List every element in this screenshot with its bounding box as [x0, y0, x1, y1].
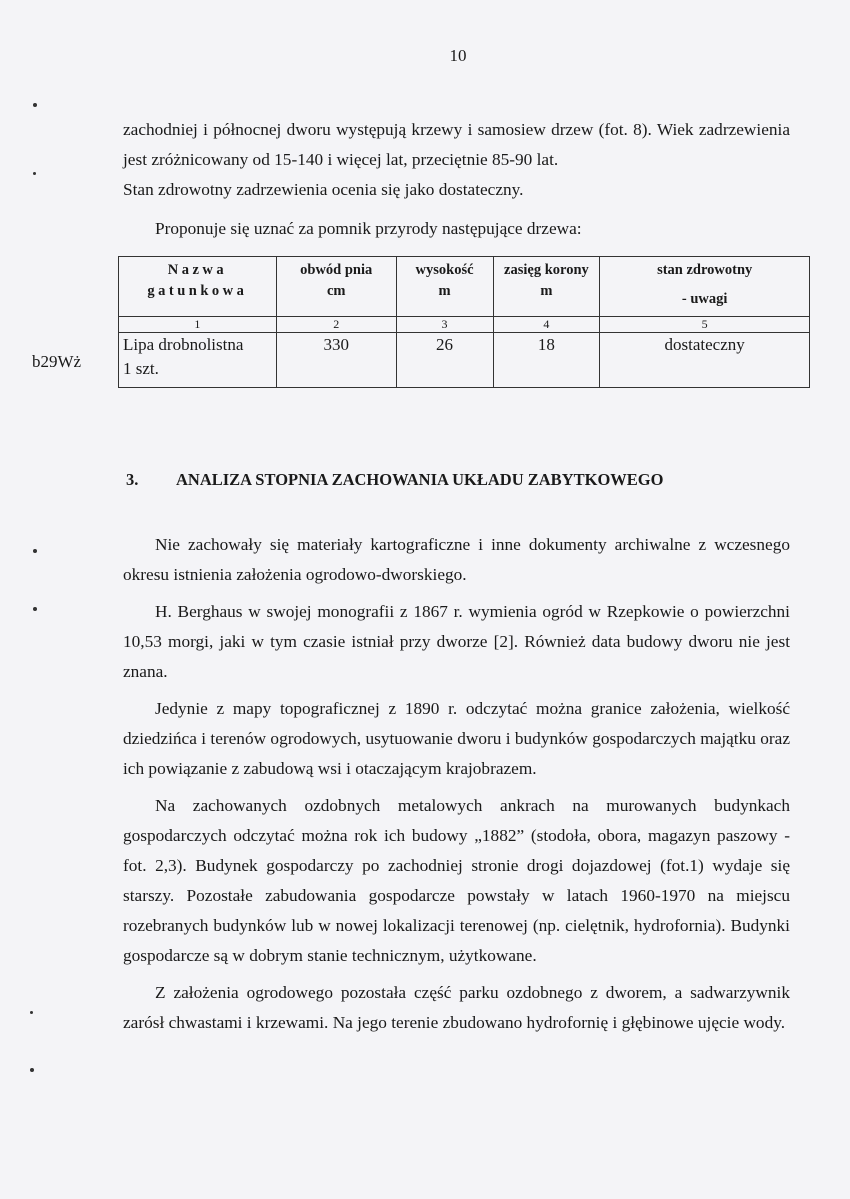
- column-number: 4: [493, 317, 600, 333]
- column-number: 1: [119, 317, 277, 333]
- tree-species: Lipa drobnolistna: [123, 335, 244, 354]
- body-paragraph: H. Berghaus w swojej monografii z 1867 r. wymienia ogród w Rzepkowie o powierzchni 10,53 morgi, jaki w tym czasie istniał przy dworze [2]. Również data budowy dworu nie jest znana.: [123, 602, 790, 681]
- header-health: stan zdrowotny - uwagi: [600, 257, 810, 317]
- monument-proposal: Proponuje się uznać za pomnik przyrody następujące drzewa:: [155, 219, 582, 238]
- tree-health: dostateczny: [600, 333, 810, 388]
- scan-speck: [33, 549, 37, 553]
- body-paragraph: Z założenia ogrodowego pozostała część parku ozdobnego z dworem, a sadwarzywnik zarósł chwastami i krzewami. Na jego terenie zbudowano hydrofornię i głębinowe ujęcie wody.: [123, 983, 790, 1032]
- column-number: 2: [276, 317, 396, 333]
- health-statement: Stan zdrowotny zadrzewienia ocenia się jako dostateczny.: [123, 180, 524, 199]
- section-heading: [126, 470, 663, 490]
- scan-speck: [33, 172, 36, 175]
- column-number: 5: [600, 317, 810, 333]
- tree-height: 26: [396, 333, 493, 388]
- scan-speck: [33, 607, 37, 611]
- column-number-row: [119, 317, 810, 333]
- header-girth: obwód pnia cm: [276, 257, 396, 317]
- tree-girth: 330: [276, 333, 396, 388]
- header-name: Nazwa gatunkowa: [119, 257, 277, 317]
- table-header-row: [119, 257, 810, 317]
- body-paragraph: Jedynie z mapy topograficznej z 1890 r. odczytać można granice założenia, wielkość dziedzińca i terenów ogrodowych, usytuowanie dworu i budynków gospodarczych majątku oraz ich powiązanie z zabudową wsi i otaczającym krajobrazem.: [123, 699, 790, 778]
- monument-trees-table: [118, 256, 810, 388]
- section-body: [123, 530, 790, 1038]
- scan-speck: [30, 1011, 33, 1014]
- tree-crown: 18: [493, 333, 600, 388]
- section-number: 3.: [126, 470, 139, 489]
- scan-speck: [30, 1068, 34, 1072]
- margin-note: b29Wż: [32, 352, 82, 371]
- intro-block: [123, 115, 790, 205]
- scan-speck: [33, 103, 37, 107]
- header-height: wysokość m: [396, 257, 493, 317]
- page-number: 10: [449, 46, 467, 65]
- column-number: 3: [396, 317, 493, 333]
- body-paragraph: Nie zachowały się materiały kartograficzne i inne dokumenty archiwalne z wczesnego okresu istnienia założenia ogrodowo-dworskiego.: [123, 535, 790, 584]
- header-crown: zasięg korony m: [493, 257, 600, 317]
- tree-count: 1 szt.: [123, 359, 159, 378]
- intro-paragraph: zachodniej i północnej dworu występują krzewy i samosiew drzew (fot. 8). Wiek zadrzewienia jest zróżnicowany od 15-140 i więcej lat, przeciętnie 85-90 lat.: [123, 120, 790, 169]
- body-paragraph: Na zachowanych ozdobnych metalowych ankrach na murowanych budynkach gospodarczych odczytać można rok ich budowy „1882” (stodoła, obora, magazyn paszowy - fot. 2,3). Budynek gospodarczy po zachodniej stronie drogi dojazdowej (fot.1) wydaje się starszy. Pozostałe zabudowania gospodarcze powstały w latach 1960-1970 na miejscu rozebranych budynków lub w nowej lokalizacji terenowej (np. cielętnik, hydrofornia). Budynki gospodarcze są w dobrym stanie technicznym, użytkowane.: [123, 796, 790, 965]
- section-title: ANALIZA STOPNIA ZACHOWANIA UKŁADU ZABYTKOWEGO: [176, 470, 664, 489]
- tree-name-cell: [119, 333, 277, 388]
- table-row: [119, 333, 810, 388]
